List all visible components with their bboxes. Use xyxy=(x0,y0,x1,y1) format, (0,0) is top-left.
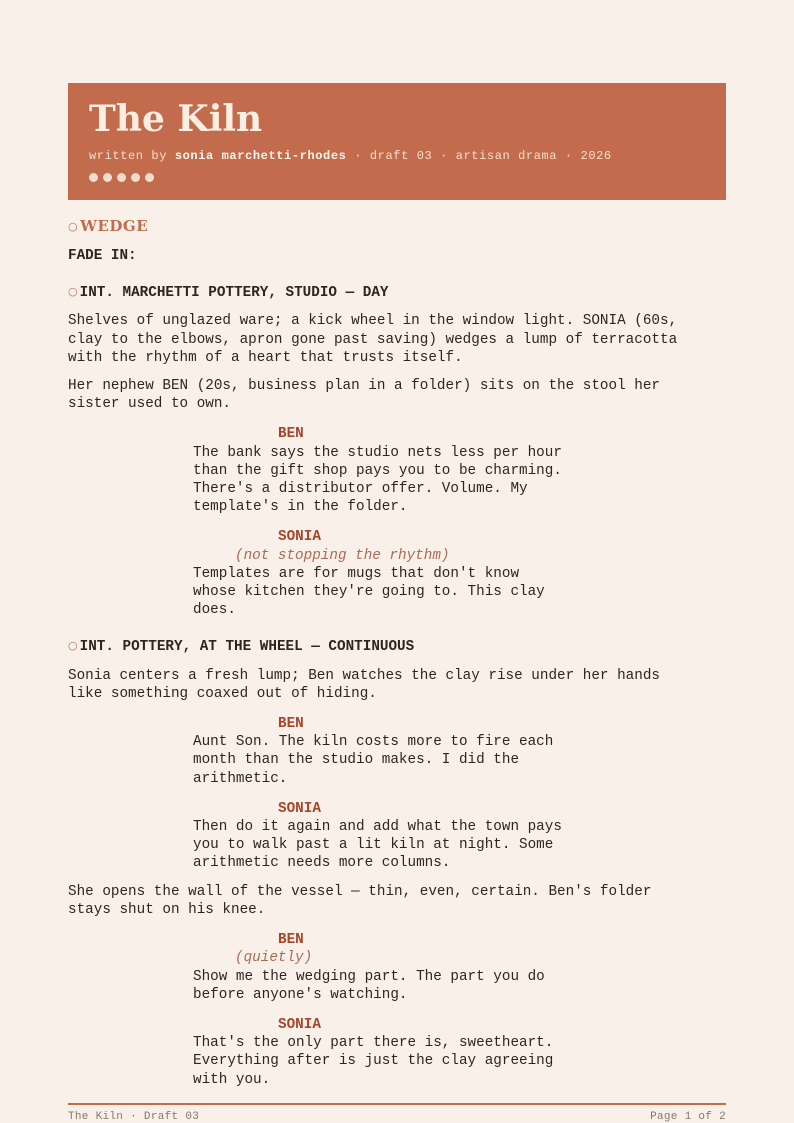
transition: FADE IN: xyxy=(68,248,137,264)
parenthetical: (quietly) xyxy=(235,950,313,967)
action-line: Her nephew BEN (20s, business plan in a folder) sits on the stool her xyxy=(68,378,660,395)
script-body xyxy=(68,212,728,1089)
dialogue xyxy=(193,565,728,620)
page-number: Page 1 of 2 xyxy=(650,1111,726,1123)
author-name: sonia marchetti-rhodes xyxy=(174,149,347,163)
dialogue-line: template's in the folder. xyxy=(193,499,408,516)
circle-icon: ○ xyxy=(68,220,79,233)
parenthetical: (not stopping the rhythm) xyxy=(235,547,450,564)
action-line: She opens the wall of the vessel — thin, even, certain. Ben's folder xyxy=(68,883,652,900)
action-line: Shelves of unglazed ware; a kick wheel in the window light. SONIA (60s, xyxy=(68,313,678,330)
dialogue-line: with you. xyxy=(193,1071,271,1088)
dialogue-line: The bank says the studio nets less per hour xyxy=(193,444,562,461)
scene-heading xyxy=(68,283,728,302)
character-cue: SONIA xyxy=(278,800,321,817)
dialogue-line: That's the only part there is, sweetheart. xyxy=(193,1035,554,1052)
dialogue-line: arithmetic. xyxy=(193,770,288,787)
circle-icon: ○ xyxy=(68,639,78,653)
dialogue xyxy=(193,444,728,517)
dialogue-line: Everything after is just the clay agreeing xyxy=(193,1053,554,1070)
dialogue-line: Templates are for mugs that don't know xyxy=(193,565,520,582)
dot-icon xyxy=(117,173,126,182)
dialogue-line: you to walk past a lit kiln at night. Some xyxy=(193,837,554,854)
page-footer xyxy=(68,1103,726,1123)
scene-heading-text: INT. MARCHETTI POTTERY, STUDIO — DAY xyxy=(79,285,389,302)
draft-meta: · draft 03 · artisan drama · 2026 xyxy=(354,149,612,163)
character-cue: SONIA xyxy=(278,529,321,546)
action-block xyxy=(68,883,728,919)
dialogue-line: Aunt Son. The kiln costs more to fire each xyxy=(193,734,554,751)
action-block xyxy=(68,667,728,703)
action-line: like something coaxed out of hiding. xyxy=(68,685,377,702)
dialogue xyxy=(193,733,728,788)
character-cue: BEN xyxy=(278,426,304,443)
dot-icon xyxy=(103,173,112,182)
dialogue-line: Show me the wedging part. The part you do xyxy=(193,968,545,985)
action-line: stays shut on his knee. xyxy=(68,901,266,918)
action-line: with the rhythm of a heart that trusts itself. xyxy=(68,349,463,366)
footer-title: The Kiln · Draft 03 xyxy=(68,1111,200,1123)
dialogue-line: does. xyxy=(193,602,236,619)
dialogue-line: before anyone's watching. xyxy=(193,986,408,1003)
dot-icon xyxy=(131,173,140,182)
action-line: Sonia centers a fresh lump; Ben watches the clay rise under her hands xyxy=(68,667,660,684)
dialogue xyxy=(193,818,728,873)
decorative-dots xyxy=(89,173,705,182)
scene-heading xyxy=(68,637,728,656)
character-cue: BEN xyxy=(278,932,304,949)
section-label: WEDGE xyxy=(80,217,149,235)
dialogue-line: month than the studio makes. I did the xyxy=(193,752,520,769)
dialogue xyxy=(193,968,728,1004)
action-line: clay to the elbows, apron gone past saving) wedges a lump of terracotta xyxy=(68,331,678,348)
circle-icon: ○ xyxy=(68,285,78,299)
action-line: sister used to own. xyxy=(68,396,232,413)
screenplay-title: The Kiln xyxy=(89,98,263,140)
action-block xyxy=(68,312,728,367)
action-block xyxy=(68,377,728,413)
character-cue: SONIA xyxy=(278,1016,321,1033)
dot-icon xyxy=(145,173,154,182)
dialogue-line: arithmetic needs more columns. xyxy=(193,855,451,872)
dialogue-line: than the gift shop pays you to be charming. xyxy=(193,462,562,479)
section-heading xyxy=(68,212,728,241)
scene-heading-text: INT. POTTERY, AT THE WHEEL — CONTINUOUS xyxy=(79,639,415,656)
written-by-prefix: written by xyxy=(89,149,168,163)
dialogue-line: Then do it again and add what the town pays xyxy=(193,819,562,836)
title-header xyxy=(68,83,726,200)
character-cue: BEN xyxy=(278,716,304,733)
dialogue-line: whose kitchen they're going to. This clay xyxy=(193,584,545,601)
dialogue-line: There's a distributor offer. Volume. My xyxy=(193,481,528,498)
dialogue xyxy=(193,1034,728,1089)
dot-icon xyxy=(89,173,98,182)
byline xyxy=(89,149,705,163)
